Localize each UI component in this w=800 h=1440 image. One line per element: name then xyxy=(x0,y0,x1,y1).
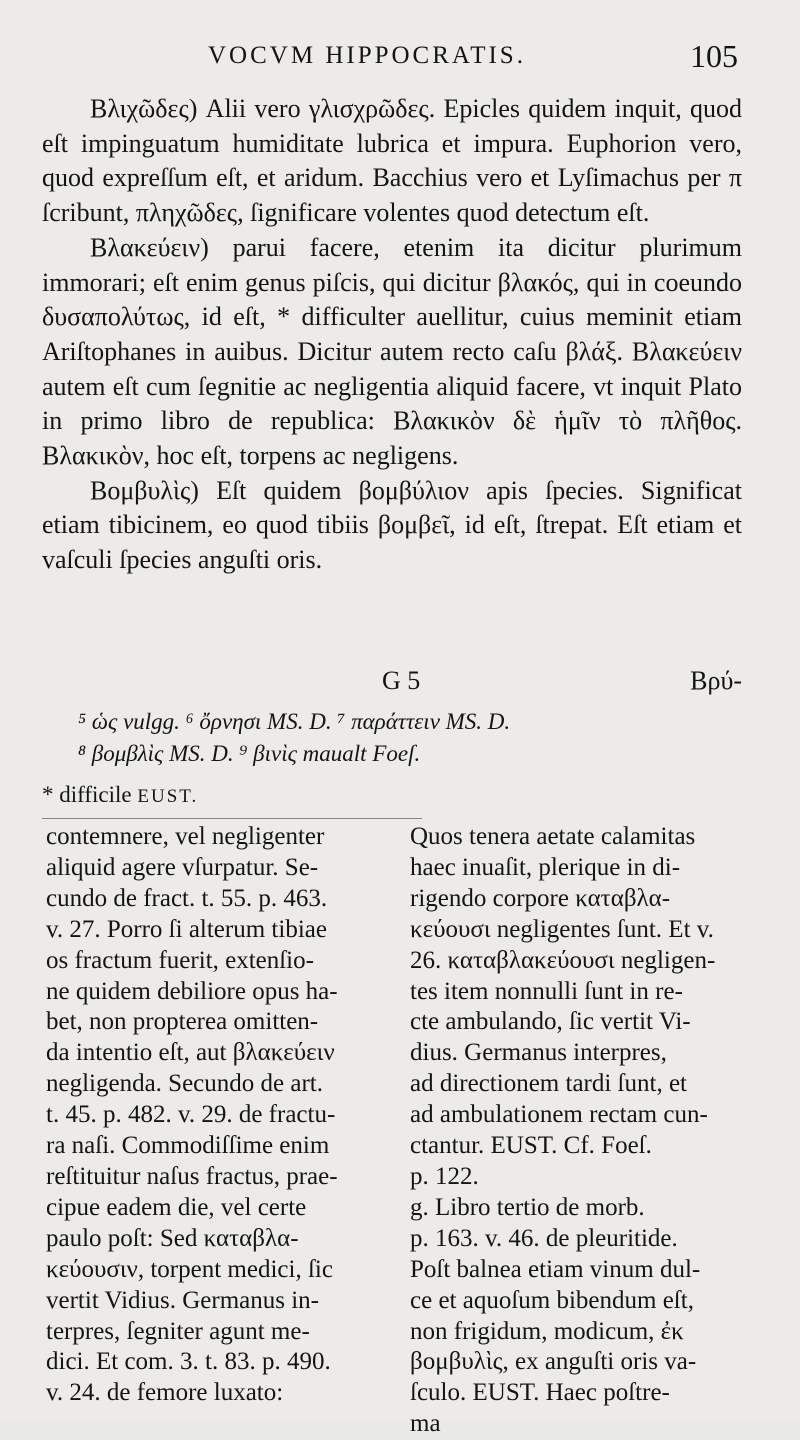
page-header xyxy=(0,38,800,82)
asterisk-note-source: EUST. xyxy=(137,786,199,807)
column-line: ctantur. EUST. Cf. Foeſ. xyxy=(410,1132,652,1160)
column-line: os fractum fuerit, extenſio- xyxy=(46,946,314,974)
commentary-right-column xyxy=(410,822,760,1440)
column-line: ſculo. EUST. Haec poſtre- xyxy=(410,1379,670,1407)
footnotes xyxy=(42,706,742,770)
page-number: 105 xyxy=(690,38,738,74)
entry-bombulis: Βομβυλὶς) Eſt quidem βομβύλιον apis ſpecies. Significat etiam tibicinem, eo quod tibiis βομβεῖ, id eſt, ſtrepat. Eſt etiam et vaſculi ſpecies anguſti oris. xyxy=(42,475,742,575)
column-line: ne quidem debiliore opus ha- xyxy=(46,977,338,1005)
main-text-block xyxy=(42,92,742,578)
column-line: p. 122. xyxy=(410,1162,479,1190)
column-line: v. 27. Porro ſi alterum tibiae xyxy=(46,915,327,943)
asterisk-note xyxy=(42,780,742,812)
column-line: non frigidum, modicum, ἐκ xyxy=(410,1317,684,1345)
running-title: VOCVM HIPPOCRATIS. xyxy=(208,42,526,69)
column-line: κεύουσιν, torpent medici, ſic xyxy=(46,1255,333,1283)
column-line: κεύουσι negligentes ſunt. Et v. xyxy=(410,915,714,943)
column-line: p. 163. v. 46. de pleuritide. xyxy=(410,1224,678,1252)
footnote-line: ⁵ ὡς vulgg. ⁶ ὄρνησι MS. D. ⁷ παράττειν MS. D. xyxy=(78,709,511,734)
column-line: haec inuaſit, plerique in di- xyxy=(410,853,681,881)
column-line: contemnere, vel negligenter xyxy=(46,823,325,850)
column-line: v. 24. de femore luxato: xyxy=(46,1379,284,1407)
commentary-left-column xyxy=(46,822,396,1409)
column-line: vertit Vidius. Germanus in- xyxy=(46,1286,319,1314)
column-line: negligenda. Secundo de art. xyxy=(46,1070,323,1098)
column-line: t. 45. p. 482. v. 29. de fractu- xyxy=(46,1101,336,1129)
asterisk-note-text: * difficile xyxy=(42,782,132,807)
column-line: rigendo corpore καταβλα- xyxy=(410,884,671,912)
catchword: Βρύ- xyxy=(690,666,742,695)
column-line: da intentio eſt, aut βλακεύειν xyxy=(46,1039,335,1067)
column-line: Quos tenera aetate calamitas xyxy=(410,823,696,850)
column-line: reſtituitur naſus fractus, prae- xyxy=(46,1162,338,1190)
column-line: dici. Et com. 3. t. 83. p. 490. xyxy=(46,1348,331,1376)
column-line: Poſt balnea etiam vinum dul- xyxy=(410,1255,701,1283)
column-line: aliquid agere vſurpatur. Se- xyxy=(46,853,319,881)
column-line: βομβυλὶς, ex anguſti oris va- xyxy=(410,1348,697,1376)
column-line: cte ambulando, ſic vertit Vi- xyxy=(410,1008,691,1036)
column-line: g. Libro tertio de morb. xyxy=(410,1193,645,1221)
column-line: dius. Germanus interpres, xyxy=(410,1039,667,1067)
divider-rule xyxy=(42,818,422,819)
column-line: cipue eadem die, vel certe xyxy=(46,1193,307,1221)
entry-blakeuein: Βλακεύειν) parui facere, etenim ita dicitur plurimum immorari; eſt enim genus piſcis, qui dicitur βλακός, qui in coeundo δυσαπολύτως, id eſt, * difficulter auellitur, cuius meminit etiam Ariſtophanes in auibus. Dicitur autem recto caſu βλάξ. Βλακεύειν autem eſt cum ſegnitie ac negligentia aliquid facere, vt inquit Plato in primo libro de republica: Βλακικὸν δὲ ἡμῖν τὸ πλῆθος. Βλακικὸν, hoc eſt, torpens ac negligens. xyxy=(42,232,742,471)
signature-mark: G 5 xyxy=(382,666,421,695)
column-line: cundo de fract. t. 55. p. 463. xyxy=(46,884,328,912)
column-line: terpres, ſegniter agunt me- xyxy=(46,1317,310,1345)
column-line: bet, non propterea omitten- xyxy=(46,1008,319,1036)
signature-row xyxy=(42,666,742,700)
column-line: 26. καταβλακεύουσι negligen- xyxy=(410,946,716,974)
column-line: ad ambulationem rectam cun- xyxy=(410,1101,708,1129)
entry-blichodes: Βλιχῶδες) Alii vero γλισχρῶδες. Epicles quidem inquit, quod eſt impinguatum humiditate lubrica et impura. Euphorion vero, quod expreſſum eſt, et aridum. Bacchius vero et Lyſimachus per π ſcribunt, πληχῶδες, ſignificare volentes quod detectum eſt. xyxy=(42,94,742,228)
column-line: tes item nonnulli ſunt in re- xyxy=(410,977,683,1005)
column-line: ce et aquoſum bibendum eſt, xyxy=(410,1286,694,1314)
column-line: ra naſi. Commodiſſime enim xyxy=(46,1132,330,1160)
column-line: paulo poſt: Sed καταβλα- xyxy=(46,1224,299,1252)
footnote-line: ⁸ βομβλὶς MS. D. ⁹ βινὶς maualt Foeſ. xyxy=(78,741,421,766)
column-line: ad directionem tardi ſunt, et xyxy=(410,1070,687,1098)
column-line: ma xyxy=(410,1410,441,1438)
